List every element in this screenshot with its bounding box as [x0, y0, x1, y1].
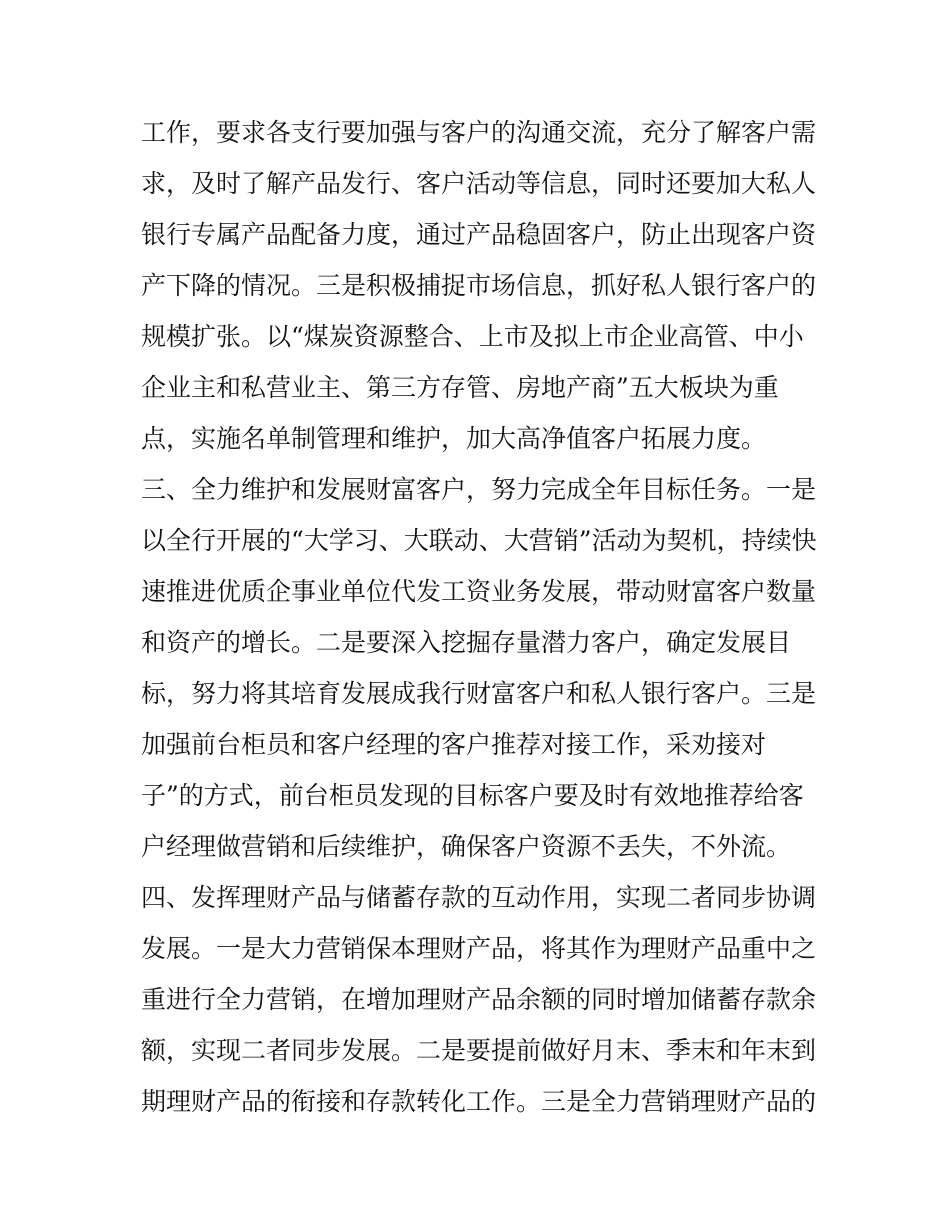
text-line: 期理财产品的衔接和存款转化工作。三是全力营销理财产品的 [141, 1087, 817, 1116]
text-line: 求，及时了解产品发行、客户活动等信息，同时还要加大私人 [141, 169, 817, 198]
section-heading-line: 三、全力维护和发展财富客户，努力完成全年目标任务。一是 [141, 475, 817, 504]
text-line: 点，实施名单制管理和维护，加大高净值客户拓展力度。 [141, 424, 767, 453]
text-line: 标，努力将其培育发展成我行财富客户和私人银行客户。三是 [141, 679, 817, 708]
text-line: 发展。一是大力营销保本理财产品，将其作为理财产品重中之 [141, 934, 817, 963]
text-line: 重进行全力营销，在增加理财产品余额的同时增加储蓄存款余 [141, 985, 817, 1014]
text-line: 规模扩张。以“煤炭资源整合、上市及拟上市企业高管、中小 [141, 322, 804, 351]
text-line: 银行专属产品配备力度，通过产品稳固客户，防止出现客户资 [141, 220, 817, 249]
text-line: 企业主和私营业主、第三方存管、房地产商”五大板块为重 [141, 373, 779, 402]
text-line: 户经理做营销和后续维护，确保客户资源不丢失，不外流。 [141, 832, 792, 861]
text-line: 额，实现二者同步发展。二是要提前做好月末、季末和年末到 [141, 1036, 817, 1065]
document-body [141, 107, 821, 1127]
text-line: 和资产的增长。二是要深入挖掘存量潜力客户，确定发展目 [141, 628, 792, 657]
text-line: 产下降的情况。三是积极捕捉市场信息，抓好私人银行客户的 [141, 271, 817, 300]
text-line: 速推进优质企事业单位代发工资业务发展，带动财富客户数量 [141, 577, 817, 606]
text-line: 加强前台柜员和客户经理的客户推荐对接工作，采劝接对 [141, 730, 767, 759]
section-heading-line: 四、发挥理财产品与储蓄存款的互动作用，实现二者同步协调 [141, 883, 817, 912]
text-line: 工作，要求各支行要加强与客户的沟通交流，充分了解客户需 [141, 118, 817, 147]
text-line: 子”的方式，前台柜员发现的目标客户要及时有效地推荐给客 [141, 781, 804, 810]
text-line: 以全行开展的“大学习、大联动、大营销”活动为契机，持续快 [141, 526, 817, 555]
